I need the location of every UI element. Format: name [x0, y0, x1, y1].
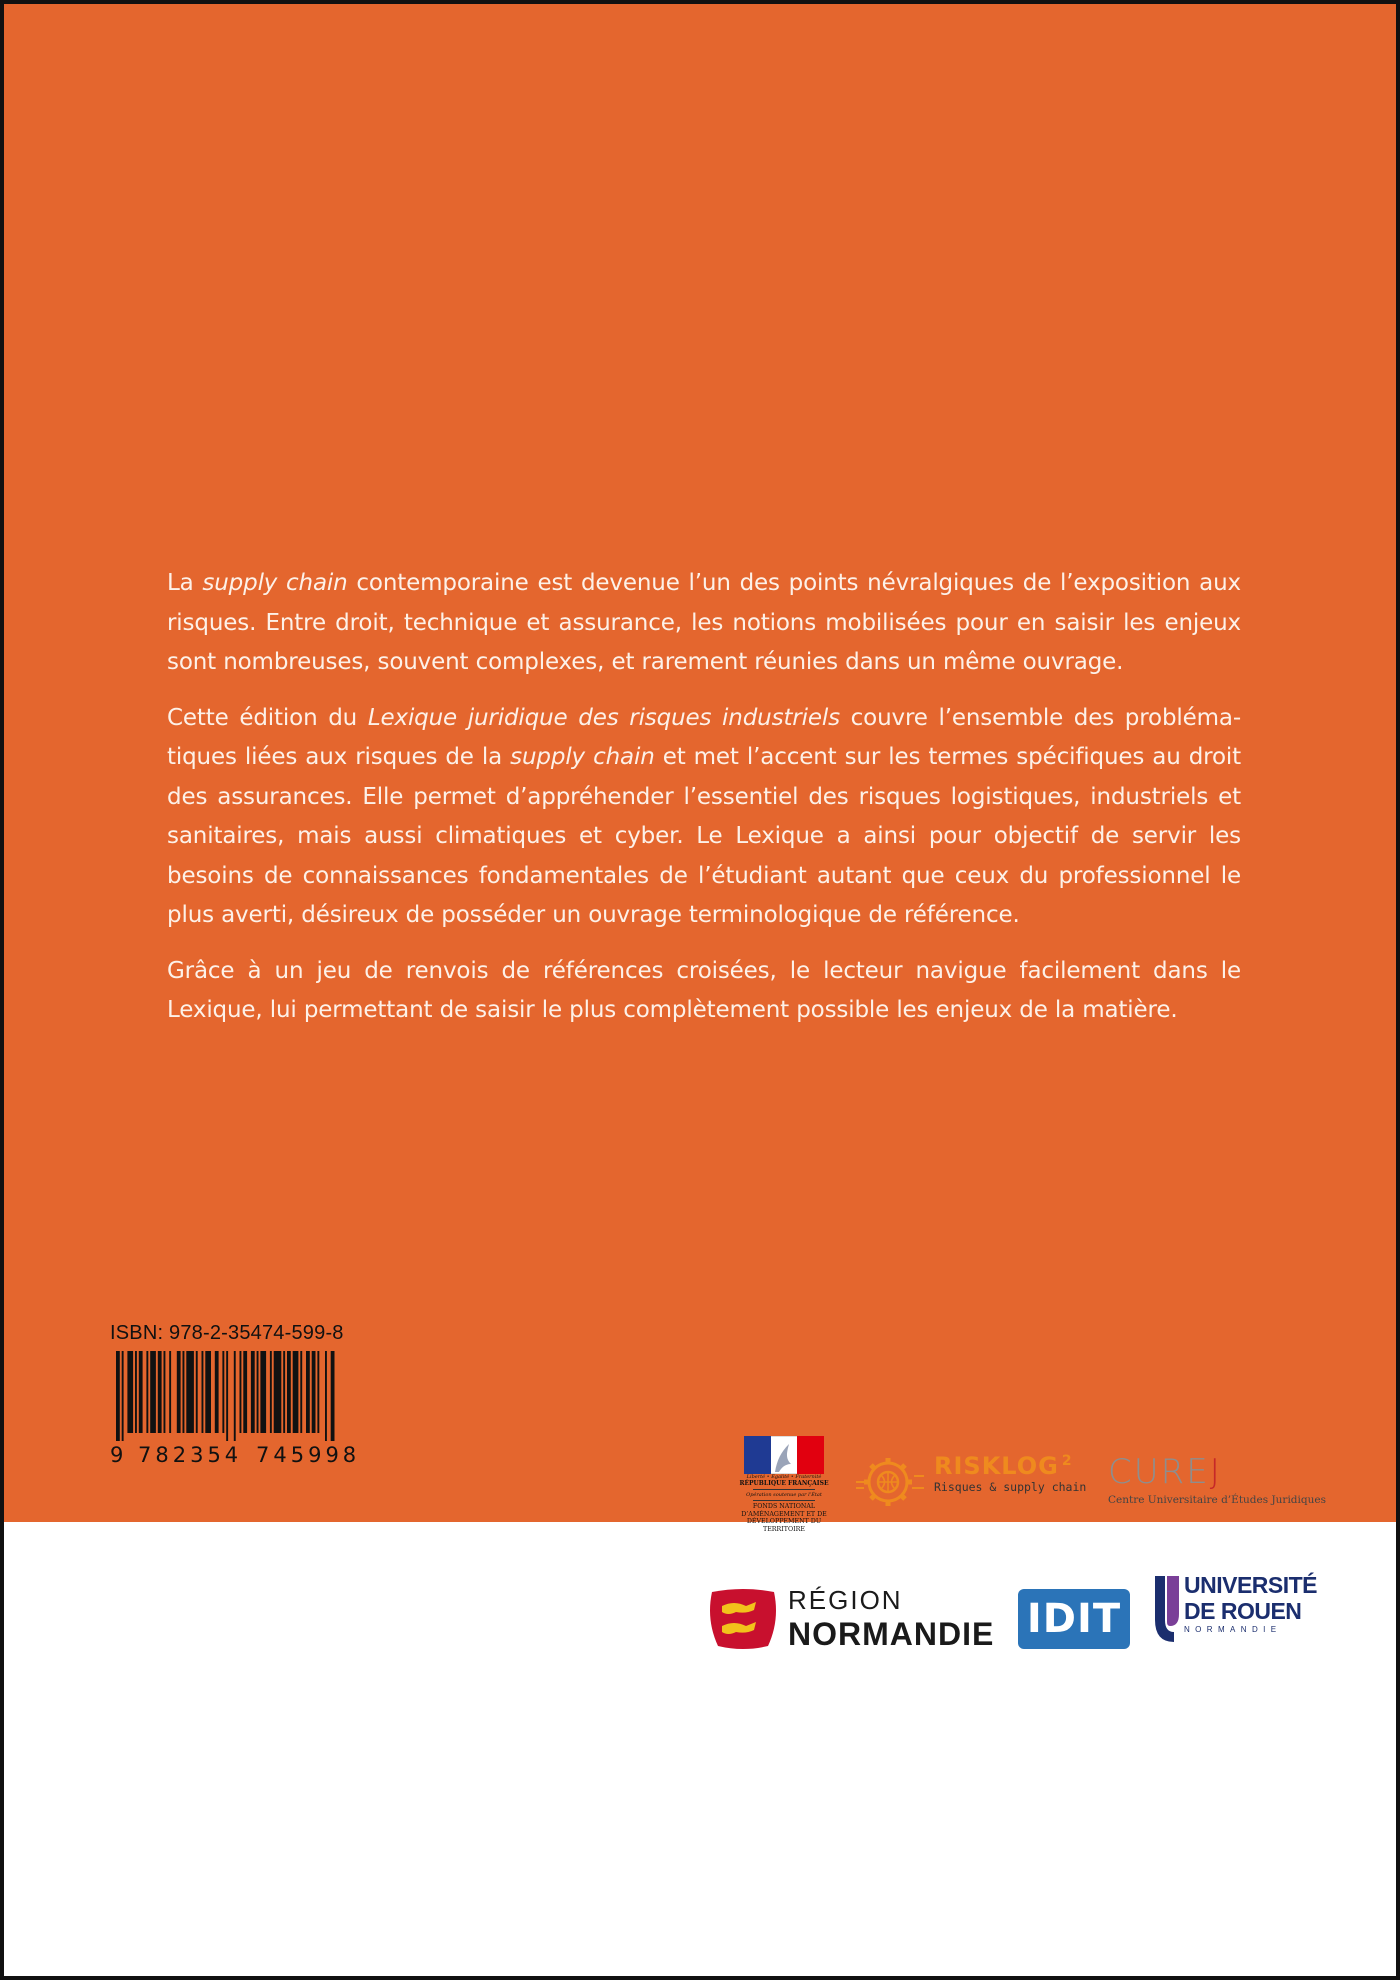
barcode-bar — [205, 1351, 211, 1433]
normandie-leopards-icon — [706, 1588, 780, 1650]
blurb-text: La — [167, 570, 203, 596]
isbn-label: ISBN: 978-2-35474-599-8 — [110, 1322, 344, 1344]
rf-operation: Opération soutenue par l’État — [746, 1492, 822, 1498]
barcode-bar — [116, 1351, 120, 1441]
barcode-bar — [122, 1351, 124, 1441]
barcode-bar — [158, 1351, 162, 1433]
region-normandie-logo — [706, 1584, 1006, 1654]
barcode-bar — [270, 1351, 272, 1433]
barcode-bar — [186, 1351, 194, 1433]
isbn-block — [110, 1322, 370, 1467]
blurb-text: Cette édition du — [167, 704, 368, 731]
barcode-bar — [183, 1351, 185, 1433]
risklog-name: RISKLOG — [934, 1452, 1059, 1480]
risklog-tagline: Risques & supply chain — [934, 1480, 1087, 1494]
blurb-text: contemporaine est devenue l’un des points névralgiques de l’exposition aux risques. Entre droit, technique et assurance, les notions mobilisées pour en saisir les enjeux sont nombreuses, souvent complexes, et rarement réunies dans un même ouvrage. — [167, 570, 1241, 675]
barcode-bar — [234, 1351, 236, 1441]
normandie-wordmark — [788, 1584, 994, 1652]
blurb-paragraph-2 — [167, 699, 1241, 936]
risklog-superscript: 2 — [1061, 1453, 1073, 1469]
rf-republic: RÉPUBLIQUE FRANÇAISE — [739, 1480, 829, 1487]
blurb-italic: supply chain — [202, 570, 348, 596]
rouen-line-1: UNIVERSITÉ — [1184, 1572, 1318, 1598]
barcode-digits-right: 745998 — [256, 1443, 361, 1467]
blurb-italic: Lexique juridique des risques industriels — [367, 704, 840, 731]
barcode-bar — [317, 1351, 319, 1433]
barcode-bar — [306, 1351, 310, 1433]
back-cover-blurb — [167, 564, 1241, 1047]
barcode-bar — [240, 1351, 242, 1433]
barcode-bar — [135, 1351, 137, 1433]
gear-globe-icon — [854, 1452, 926, 1512]
barcode-bar — [274, 1351, 282, 1433]
barcode-bar — [150, 1351, 156, 1433]
barcode-bar — [300, 1351, 302, 1433]
idit-logo: IDIT — [1018, 1589, 1130, 1649]
barcode-digit-first: 9 — [110, 1443, 124, 1467]
barcode-bar — [164, 1351, 166, 1433]
barcode — [110, 1351, 366, 1441]
universite-de-rouen-logo — [1152, 1570, 1322, 1662]
rouen-line-3: NORMANDIE — [1184, 1625, 1282, 1634]
barcode-digits — [110, 1443, 370, 1467]
barcode-bar — [226, 1351, 228, 1441]
barcode-bar — [127, 1351, 133, 1433]
barcode-bar — [146, 1351, 148, 1433]
barcode-digits-left: 782354 — [138, 1443, 243, 1467]
barcode-bar — [196, 1351, 198, 1433]
barcode-bar — [331, 1351, 335, 1441]
blurb-text: et met l’accent sur les termes spécifiques au droit des assurances. Elle permet d’appréhender l’essentiel des risques logistiques, industriels et sanitaires, mais aussi climatiques et cyber. Le Lexique a ainsi pour objectif de servir les besoins de connaissances fondamentales de l’étudiant autant que ceux du professionnel le plus averti, désireux de posséder un ouvrage terminologique de référence. — [167, 744, 1242, 928]
rf-divider — [753, 1489, 815, 1490]
rf-fonds: FONDS NATIONAL D’AMÉNAGEMENT ET DE DÉVELOPPEMENT DU TERRITOIRE — [741, 1503, 827, 1533]
rf-divider — [753, 1500, 815, 1501]
barcode-bar — [169, 1351, 171, 1433]
rouen-u-icon — [1152, 1574, 1186, 1644]
risklog-logo — [854, 1452, 1094, 1512]
barcode-bar — [283, 1351, 285, 1433]
french-flag-icon — [744, 1436, 824, 1474]
republique-francaise-logo — [738, 1436, 830, 1533]
barcode-bar — [215, 1351, 219, 1433]
normandie-region: RÉGION — [788, 1585, 903, 1615]
barcode-bar — [243, 1351, 247, 1433]
barcode-bar — [293, 1351, 299, 1433]
curej-logo — [1108, 1452, 1326, 1506]
normandie-name: NORMANDIE — [788, 1616, 995, 1652]
blurb-paragraph-3: Grâce à un jeu de renvois de références croisées, le lecteur navigue facilement dans le Lexique, lui permettant de saisir le plus complètement possible les enjeux de la matière. — [167, 957, 1241, 1023]
barcode-bar — [260, 1351, 266, 1433]
barcode-bar — [257, 1351, 259, 1433]
barcode-bar — [325, 1351, 327, 1441]
barcode-bar — [177, 1351, 181, 1433]
barcode-bar — [139, 1351, 143, 1433]
barcode-bar — [312, 1351, 316, 1433]
barcode-bar — [202, 1351, 204, 1433]
blurb-text: couvre l’ensemble des probléma-tiques liées aux risques de la — [167, 704, 1241, 770]
curej-name-accent: J — [1209, 1452, 1222, 1492]
barcode-bar — [287, 1351, 291, 1433]
barcode-bar — [222, 1351, 224, 1433]
blurb-italic: supply chain — [510, 744, 655, 770]
risklog-wordmark — [934, 1452, 1086, 1494]
rouen-wordmark — [1184, 1572, 1317, 1636]
curej-name: CURE — [1108, 1452, 1210, 1492]
curej-subtitle: Centre Universitaire d’Études Juridiques — [1108, 1494, 1326, 1506]
rf-motto: Liberté • Égalité • Fraternité — [746, 1474, 822, 1480]
barcode-bar — [251, 1351, 255, 1433]
blurb-paragraph-1 — [167, 564, 1241, 683]
rouen-line-2: DE ROUEN — [1184, 1598, 1302, 1624]
